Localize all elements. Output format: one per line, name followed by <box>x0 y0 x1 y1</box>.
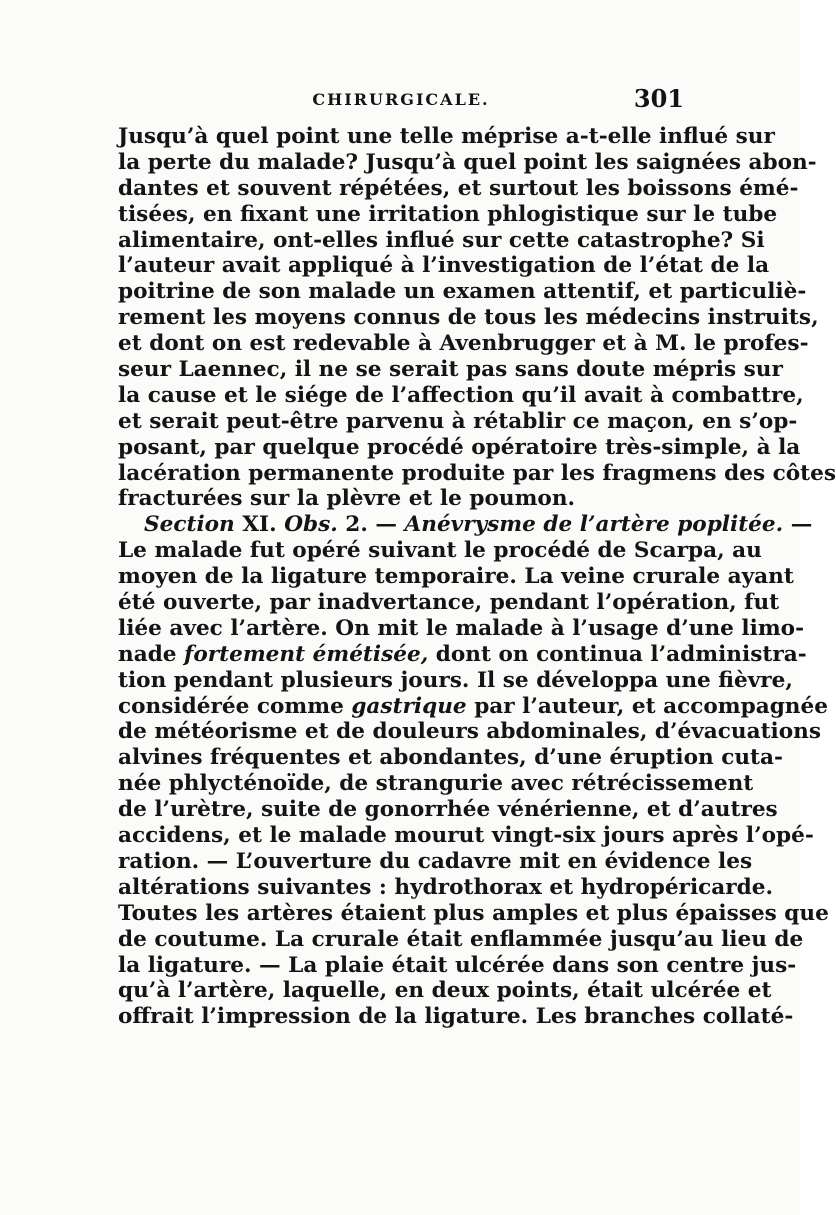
text-line: qu’à l’artère, laquelle, en deux points, était ulcérée et <box>118 978 772 1004</box>
text-line: accidens, et le malade mourut vingt-six jours après l’opé- <box>118 823 814 849</box>
text-line: posant, par quelque procédé opératoire très-simple, à la <box>118 434 801 460</box>
observation-title: Anévrysme de l’artère poplitée. <box>404 512 784 538</box>
text-line: la ligature. — La plaie était ulcérée dans son centre jus- <box>118 952 797 978</box>
text-line: poitrine de son malade un examen attentif, et particuliè- <box>118 279 807 305</box>
text-line: la cause et le siége de l’affection qu’il avait à combattre, <box>118 382 804 408</box>
running-head <box>118 84 684 124</box>
text-line: lacération permanente produite par les fragmens des côtes <box>118 460 836 486</box>
title-dash: — <box>783 512 813 538</box>
text-line: la perte du malade? Jusqu’à quel point les saignées abon- <box>118 149 817 175</box>
text-line: seur Laennec, il ne se serait pas sans doute mépris sur <box>118 357 783 383</box>
text-line <box>118 641 807 668</box>
text-line: de l’urètre, suite de gonorrhée vénérienne, et d’autres <box>118 797 778 823</box>
text-line: alvines fréquentes et abondantes, d’une éruption cuta- <box>118 745 783 771</box>
text-line: tion pendant plusieurs jours. Il se développa une fièvre, <box>118 667 793 693</box>
text-run: nade <box>118 641 185 667</box>
text-line: Le malade fut opéré suivant le procédé de Scarpa, au <box>118 538 762 564</box>
text-line: Jusqu’à quel point une telle méprise a-t-elle influé sur <box>118 124 775 149</box>
obs-number: 2. — <box>337 512 405 538</box>
section-heading-line <box>118 512 813 538</box>
text-line <box>118 693 828 720</box>
text-line: et dont on est redevable à Avenbrugger et à M. le profes- <box>118 331 809 357</box>
italic-word: gastrique <box>351 693 467 719</box>
text-line: de coutume. La crurale était enflammée jusqu’au lieu de <box>118 926 804 952</box>
obs-label: Obs. <box>284 512 338 538</box>
italic-phrase: fortement émétisée, <box>184 641 429 667</box>
text-line: tisées, en fixant une irritation phlogistique sur le tube <box>118 201 778 227</box>
page-number: 301 <box>633 84 684 113</box>
text-line: liée avec l’artère. On mit le malade à l’usage d’une limo- <box>118 615 805 641</box>
text-run: dont on continua l’administra- <box>428 641 807 667</box>
text-run: par l’auteur, et accompagnée <box>466 693 828 719</box>
text-line: alimentaire, ont-elles influé sur cette catastrophe? Si <box>118 227 765 253</box>
text-line: offrait l’impression de la ligature. Les branches collaté- <box>118 1004 794 1030</box>
text-line: Toutes les artères étaient plus amples et plus épaisses que <box>118 900 829 926</box>
section-number: XI. <box>234 512 285 538</box>
text-line: l’auteur avait appliqué à l’investigation de l’état de la <box>118 253 770 279</box>
text-run: considérée comme <box>118 693 352 719</box>
text-line: moyen de la ligature temporaire. La veine crurale ayant <box>118 564 794 590</box>
running-title: CHIRURGICALE. <box>312 90 490 109</box>
text-line: et serait peut-être parvenu à rétablir ce maçon, en s’op- <box>118 408 798 434</box>
body-text <box>118 124 836 1030</box>
text-line: fracturées sur la plèvre et le poumon. <box>118 486 576 512</box>
section-label: Section <box>144 512 235 538</box>
text-line: née phlycténoïde, de strangurie avec rétrécissement <box>118 771 754 797</box>
text-line: altérations suivantes : hydrothorax et hydropéricarde. <box>118 874 774 900</box>
text-line: ration. — L’ouverture du cadavre mit en évidence les <box>118 848 753 874</box>
text-line: rement les moyens connus de tous les médecins instruits, <box>118 305 819 331</box>
text-line: dantes et souvent répétées, et surtout les boissons émé- <box>118 175 799 201</box>
text-line: été ouverte, par inadvertance, pendant l’opération, fut <box>118 590 780 616</box>
text-line: de météorisme et de douleurs abdominales, d’évacuations <box>118 719 822 745</box>
